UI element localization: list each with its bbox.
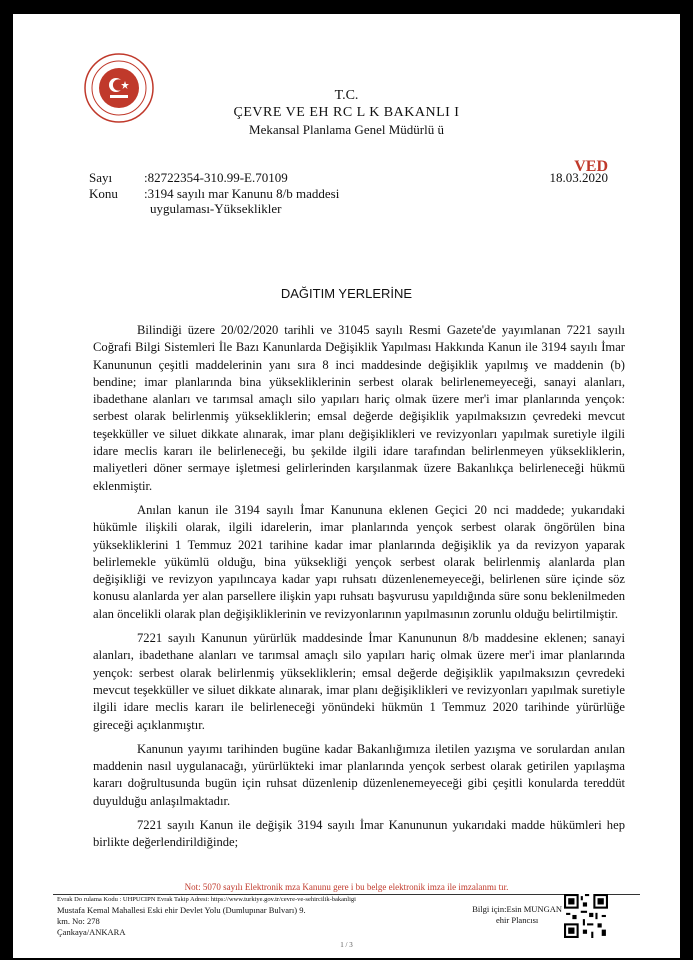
address-line-2: km. No: 278 xyxy=(57,916,100,926)
paragraph: 7221 sayılı Kanun ile değişik 3194 sayılı İmar Kanununun yukarıdaki madde hükümleri hep birlikte değerlendirildiğinde; xyxy=(93,818,625,850)
document-date: 18.03.2020 xyxy=(549,170,608,185)
qr-code-icon xyxy=(564,894,608,938)
contact-title: ehir Plancısı xyxy=(496,915,539,925)
ved-stamp: VED xyxy=(574,158,608,175)
konu-value: :3194 sayılı mar Kanunu 8/b maddesi xyxy=(144,186,340,201)
header-directorate: Mekansal Planlama Genel Müdürlü ü xyxy=(249,122,444,137)
paragraph: Anılan kanun ile 3194 sayılı İmar Kanununa eklenen Geçici 20 nci maddede; yukarıdaki hükümle ilişkili olarak, ilgili idarelerin, imar planlarında yençok serbest olarak öngörülen bina yüksekliklerini 1 Temmuz 2021 tarihine kadar imar planlarında değişiklik ya da revizyon yaparak belirlemekle yükümlü olduğu, bina yüksekliği yençok serbest olarak belirlenmiş alanlarda plan değişikliği ve revizyon yapılıncaya kadar yapı ruhsatı düzenlenemeyeceği, belirlenen süre içinde söz konusu alanlarda yer alan parsellere ilişkin yapı ruhsatı başvurusu yapıldığında süre sonu beklenilmeden alan öncelikli olarak plan değişikliklerinin ve revizyonlarının yapılmasının zorunlu olduğu belirtilmiştir. xyxy=(93,502,625,621)
konu-label: Konu xyxy=(89,186,118,201)
e-signature-note: Not: 5070 sayılı Elektronik mza Kanunu gere i bu belge elektronik imza ile imzalanmı tır. xyxy=(184,882,509,892)
contact-info xyxy=(472,904,562,926)
document-page xyxy=(13,14,680,958)
header-tc: T.C. xyxy=(334,88,359,103)
sayi-label: Sayı xyxy=(89,170,113,185)
paragraph: Kanunun yayımı tarihinden bugüne kadar Bakanlığımıza iletilen yazışma ve sorulardan anılan maddenin nasıl uygulanacağı, yürürlükteki imar planlarında yençok serbest olarak getirilen yapılaşma kararı doğrultusunda bugün için ruhsat düzenlenip düzenlenemeyeceği gibi çeşitli konularda tereddüt duyulduğu anlaşılmaktadır. xyxy=(93,741,625,808)
verification-line: Evrak Do rulama Kodu : UHPUCIPN Evrak Takip Adresi: https://www.turkiye.gov.tr/cevre-ve-sehircilik-bakanligi xyxy=(57,896,356,903)
footer-divider xyxy=(53,894,640,895)
address-line-3: Çankaya/ANKARA xyxy=(57,927,126,937)
paragraph: Bilindiği üzere 20/02/2020 tarihli ve 31045 sayılı Resmi Gazete'de yayımlanan 7221 sayılı Coğrafi Bilgi Sistemleri İle Bazı Kanunlarda Değişiklik Yapılması Hakkında Kanun ile 3194 sayılı İmar Kanununun çeşitli maddelerinin yanı sıra 8 inci maddesinde değişiklik yapılmış ve maddenin (b) bendine; imar planlarında bina yüksekliklerinin serbest olarak belirlenemeyeceği, sanayi alanları, ibadethane alanları ve tarımsal amaçlı silo yapıları hariç olmak üzere mer'i imar planlarında yençok: serbest olarak belirlenmiş yüksekliklerin; emsal değerde değişiklik yapılmaksızın çevredeki mevcut teşekküller ve siluet dikkate alınarak, imar planı değişiklikleri ve revizyonları yapılmak suretiyle ilgili idare meclis kararı ile belirleneceği, bu şekilde ilgili idare tarafından belirlenmeyen yüksekliklerin, maliyetleri döner sermaye işletmesi gelirlerinden karşılanmak üzere Bakanlıkça belirleneceği hükmü eklenmiştir. xyxy=(93,323,625,493)
page-number: 1 / 3 xyxy=(340,941,353,949)
letter-body xyxy=(93,322,625,859)
header-ministry: ÇEVRE VE EH RC L K BAKANLI I xyxy=(233,105,460,120)
konu-value-line2: uygulaması-Yükseklikler xyxy=(150,201,282,216)
distribution-heading: DAĞITIM YERLERİNE xyxy=(280,286,413,301)
address-line-1: Mustafa Kemal Mahallesi Eski ehir Devlet Yolu (Dumlupınar Bulvarı) 9. xyxy=(57,905,306,915)
paragraph: 7221 sayılı Kanunun yürürlük maddesinde İmar Kanununun 8/b maddesine eklenen; sanayi alanları, ibadethane alanları ve tarımsal amaçlı silo yapıları hariç olmak üzere mer'i imar planlarında yençok: serbest olarak belirlenmiş yüksekliklerin; emsal değerde değişiklik yapılmaksızın çevredeki mevcut teşekküller ve siluet dikkate alınarak, imar planı değişiklikleri ve revizyonları yapılmak suretiyle ilgili idare meclis kararı ile belirleneceği yönündeki hükmün 1 Temmuz 2020 tarihinde yürürlüğe gireceği açıklanmıştır. xyxy=(93,631,625,732)
sayi-value: :82722354-310.99-E.70109 xyxy=(144,170,288,185)
contact-person: Bilgi için:Esin MUNGAN xyxy=(472,904,562,914)
